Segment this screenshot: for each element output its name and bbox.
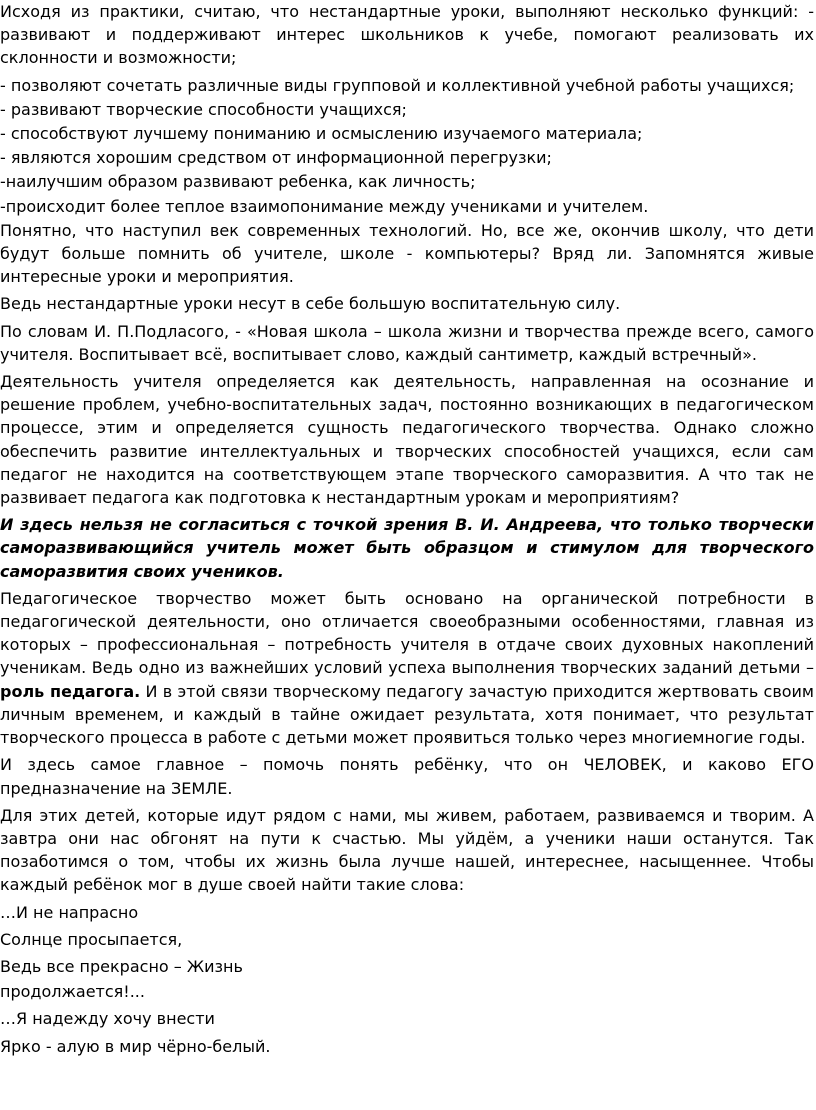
intro-paragraph: Исходя из практики, считаю, что нестандартные уроки, выполняют несколько функций: - развивают и поддерживают интерес школьников к учебе, помогают реализовать их склонности и возможности;	[0, 2, 814, 68]
creativity-text-before: Педагогическое творчество может быть основано на органической потребности в педагогической деятельности, оно отличается своеобразными особенностями, главная из которых – профессиональная – потребность учителя в отдаче своих духовных накоплений ученикам. Ведь одно из важнейших условий успеха выполнения творческих заданий детьми –	[0, 588, 814, 678]
creativity-text-after: И в этой связи творческому педагогу зачастую приходится жертвовать своим личным временем, и каждый в тайне ожидает результата, хотя понимает, что результат творческого процесса в работе с детьми может проявиться только через многиемногие годы.	[0, 681, 815, 748]
list-item: - развивают творческие способности учащихся;	[0, 99, 407, 119]
list-item: -происходит более теплое взаимопонимание между учениками и учителем.	[0, 196, 649, 216]
poem-line: продолжается!...	[0, 982, 145, 1002]
poem	[0, 901, 814, 1058]
teacher-activity-paragraph: Деятельность учителя определяется как деятельность, направленная на осознание и решение проблем, учебно-воспитательных задач, постоянно возникающих в педагогическом процессе, этим и определяется сущность педагогического творчества. Однако сложно обеспечить развитие интеллектуальных и творческих способностей учащихся, если сам педагог не находится на соответствующем этапе творческого саморазвития. А что так не развивает педагога как подготовка к нестандартным урокам и мероприятиям?	[0, 372, 814, 508]
technology-paragraph: Понятно, что наступил век современных технологий. Но, все же, окончив школу, что дети будут больше помнить об учителе, школе - компьютеры? Вряд ли. Запомнятся живые интересные уроки и мероприятия.	[0, 220, 814, 287]
educational-power-paragraph: Ведь нестандартные уроки несут в себе большую воспитательную силу.	[0, 294, 621, 314]
list-item: - являются хорошим средством от информационной перегрузки;	[0, 148, 552, 168]
poem-line: Ярко - алую в мир чёрно-белый.	[0, 1036, 271, 1056]
children-paragraph: Для этих детей, которые идут рядом с нами, мы живем, работаем, развиваемся и творим. А завтра они нас обгонят на пути к счастью. Мы уйдём, а ученики наши останутся. Так позаботимся о том, чтобы их жизнь была лучше нашей, интереснее, насыщеннее. Чтобы каждый ребёнок мог в душе своей найти такие слова:	[0, 805, 814, 895]
list-item: - позволяют сочетать различные виды групповой и коллективной учебной работы учащихся;	[0, 75, 795, 95]
list-item: - способствуют лучшему пониманию и осмыслению изучаемого материала;	[0, 124, 643, 144]
teacher-role-bold: роль педагога.	[0, 681, 141, 701]
podlasy-quote-paragraph: По словам И. П.Подласого, - «Новая школа – школа жизни и творчества прежде всего, самого учителя. Воспитывает всё, воспитывает слово, каждый сантиметр, каждый встречный».	[0, 321, 814, 364]
creativity-paragraph	[0, 587, 814, 749]
list-item: -наилучшим образом развивают ребенка, как личность;	[0, 172, 476, 192]
functions-list	[0, 74, 814, 218]
poem-line: …И не напрасно	[0, 902, 139, 922]
poem-line: Солнце просыпается,	[0, 929, 183, 949]
human-paragraph: И здесь самое главное – помочь понять ребёнку, что он ЧЕЛОВЕК, и каково ЕГО предназначение на ЗЕМЛЕ.	[0, 755, 814, 798]
poem-line: Ведь все прекрасно – Жизнь	[0, 956, 243, 976]
andreev-paragraph: И здесь нельзя не согласиться с точкой зрения В. И. Андреева, что только творчески саморазвивающийся учитель может быть образцом и стимулом для творческого саморазвития своих учеников.	[0, 515, 814, 581]
poem-line: …Я надежду хочу внести	[0, 1009, 215, 1029]
